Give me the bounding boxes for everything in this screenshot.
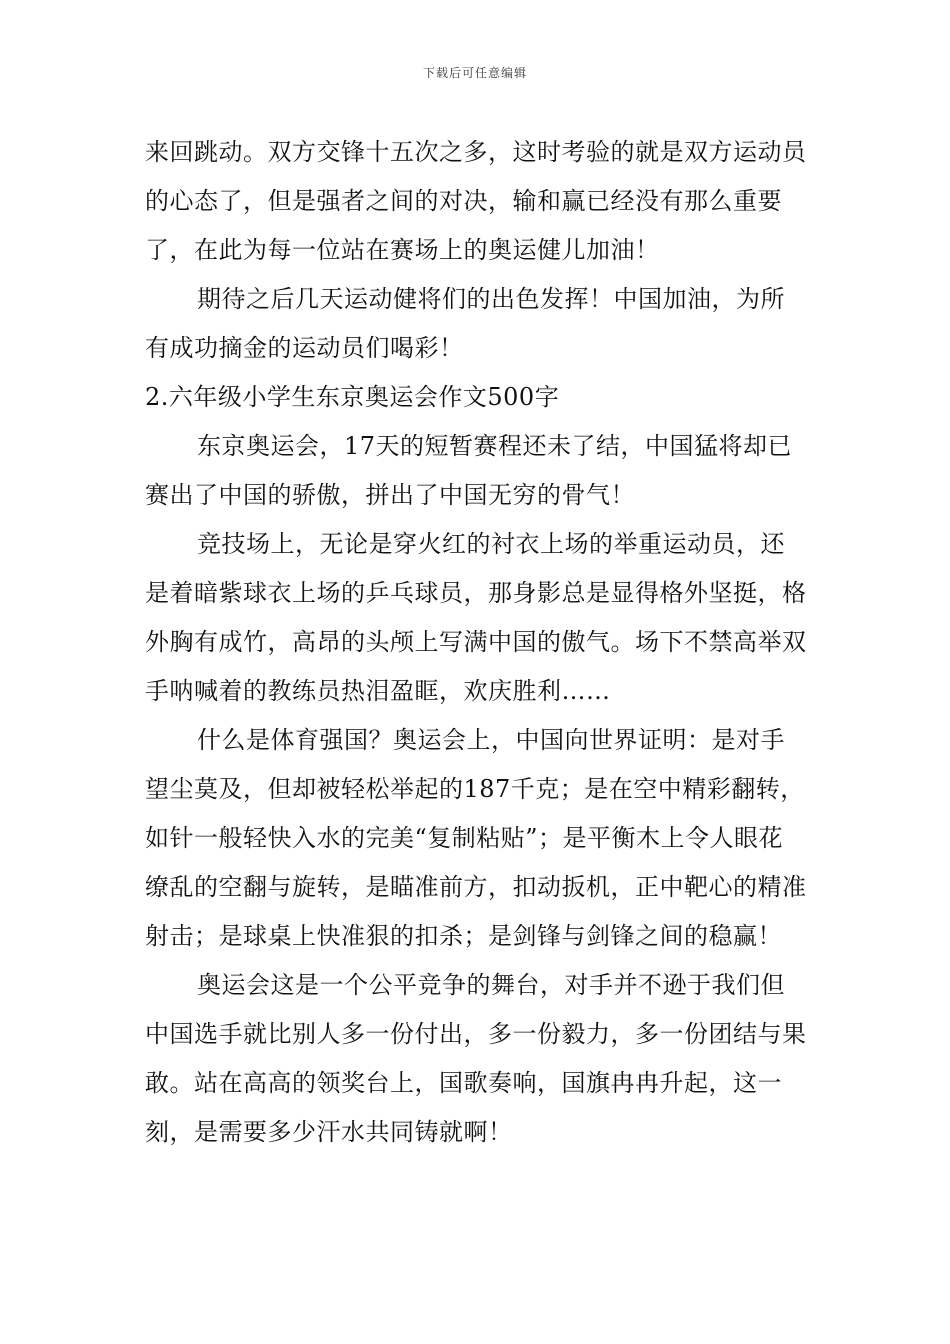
paragraph: 奥运会这是一个公平竞争的舞台，对手并不逊于我们但中国选手就比别人多一份付出，多一份毅力，多一份团结与果敢。站在高高的领奖台上，国歌奏响，国旗冉冉升起，这一刻，是需要多少汗水共同铸就啊！ [145, 971, 807, 1146]
document-body [145, 128, 807, 1157]
paragraph: 什么是体育强国？奥运会上，中国向世界证明：是对手望尘莫及，但却被轻松举起的187千克；是在空中精彩翻转，如针一般轻快入水的完美“复制粘贴”；是平衡木上令人眼花缭乱的空翻与旋转，是瞄准前方，扣动扳机，正中靶心的精准射击；是球桌上快准狠的扣杀；是剑锋与剑锋之间的稳赢！ [145, 726, 807, 950]
paragraph: 竞技场上，无论是穿火红的衬衣上场的举重运动员，还是着暗紫球衣上场的乒乓球员，那身影总是显得格外坚挺，格外胸有成竹，高昂的头颅上写满中国的傲气。场下不禁高举双手呐喊着的教练员热泪盈眶，欢庆胜利…… [145, 530, 807, 705]
paragraph: 东京奥运会，17天的短暂赛程还未了结，中国猛将却已赛出了中国的骄傲，拼出了中国无穷的骨气！ [145, 432, 793, 509]
page-header: 下载后可任意编辑 [422, 66, 527, 80]
section-heading: 2.六年级小学生东京奥运会作文500字 [145, 383, 560, 411]
paragraph: 期待之后几天运动健将们的出色发挥！中国加油，为所有成功摘金的运动员们喝彩！ [145, 285, 785, 362]
paragraph-continuation: 来回跳动。双方交锋十五次之多，这时考验的就是双方运动员的心态了，但是强者之间的对决，输和赢已经没有那么重要了，在此为每一位站在赛场上的奥运健儿加油！ [145, 138, 807, 264]
